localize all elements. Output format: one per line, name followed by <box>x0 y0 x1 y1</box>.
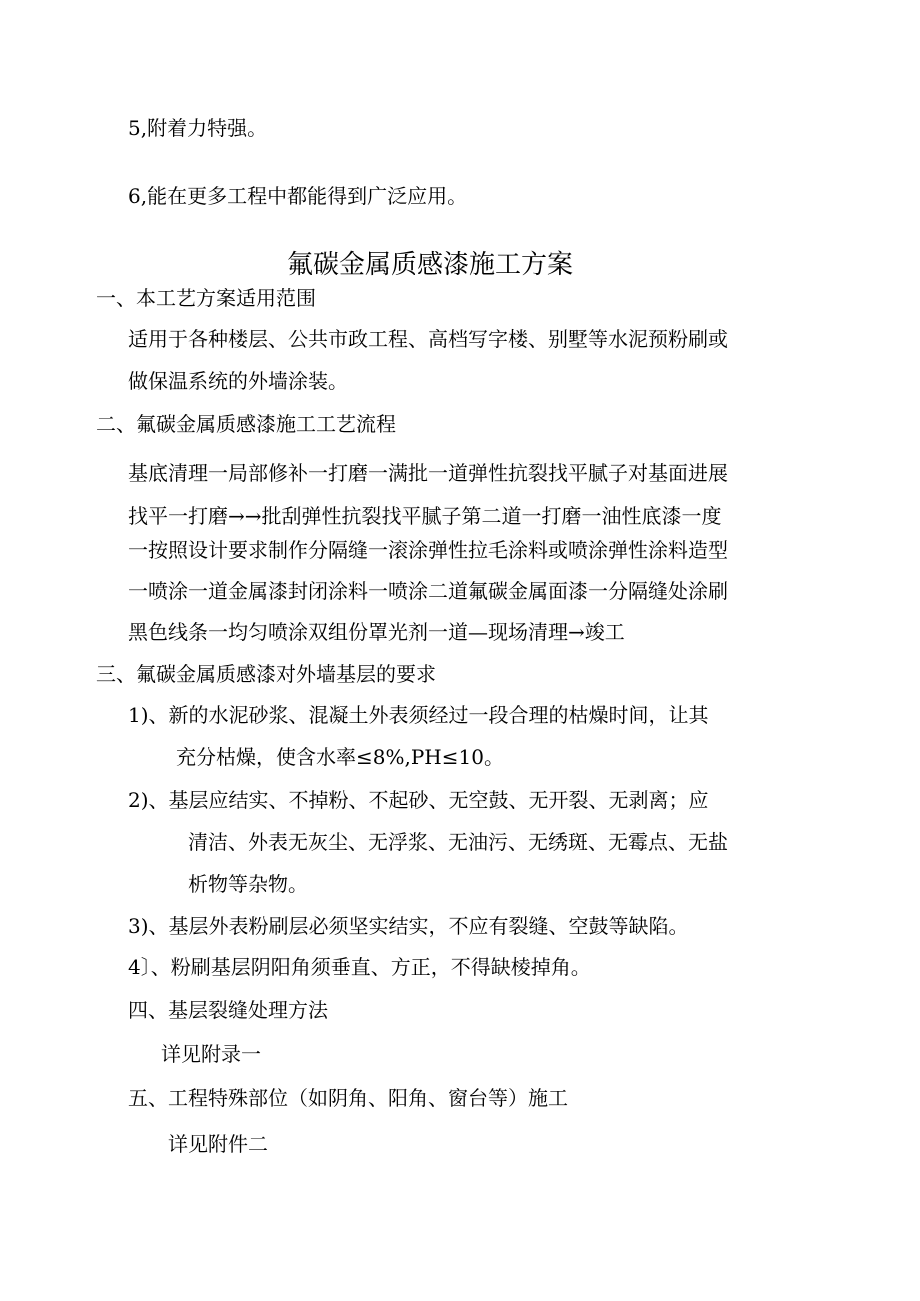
section2-line: 一按照设计要求制作分隔缝一滚涂弹性拉毛涂料或喷涂弹性涂料造型 <box>128 538 728 562</box>
intro-item-5: 5,附着力特强。 <box>128 116 268 140</box>
section3-item-2: 2)、基层应结实、不掉粉、不起砂、无空鼓、无开裂、无剥离；应 <box>128 788 709 812</box>
section2-line: 黑色线条一均匀喷涂双组份罩光剂一道—现场清理→竣工 <box>128 620 625 644</box>
section3-item-4: 4〕、粉刷基层阴阳角须垂直、方正，不得缺棱掉角。 <box>128 955 591 979</box>
section3-item-3: 3)、基层外表粉刷层必须坚实结实，不应有裂缝、空鼓等缺陷。 <box>128 914 689 938</box>
section2-line: 一喷涂一道金属漆封闭涂料一喷涂二道氟碳金属面漆一分隔缝处涂刷 <box>128 579 728 603</box>
section3-item-1: 1)、新的水泥砂浆、混凝土外表须经过一段合理的枯燥时间，让其 <box>128 703 709 727</box>
section2-line: 基底清理一局部修补一打磨一满批一道弹性抗裂找平腻子对基面进展 <box>128 461 728 485</box>
section2-line: 找平一打磨→→批刮弹性抗裂找平腻子第二道一打磨一油性底漆一度 <box>128 504 722 528</box>
section4-body: 详见附录一 <box>161 1042 261 1066</box>
section5-body: 详见附件二 <box>168 1132 268 1156</box>
section1-line: 做保温系统的外墙涂装。 <box>128 369 348 393</box>
document-title: 氟碳金属质感漆施工方案 <box>287 250 574 280</box>
section1-line: 适用于各种楼层、公共市政工程、高档写字楼、别墅等水泥预粉刷或 <box>128 327 728 351</box>
section3-item-2-cont: 清洁、外表无灰尘、无浮浆、无油污、无绣斑、无霉点、无盐 <box>188 830 728 854</box>
section1-heading: 一、本工艺方案适用范围 <box>96 286 316 310</box>
section2-heading: 二、氟碳金属质感漆施工工艺流程 <box>96 412 396 436</box>
section3-item-2-cont: 析物等杂物。 <box>188 872 308 896</box>
section3-heading: 三、氟碳金属质感漆对外墙基层的要求 <box>96 662 436 686</box>
section5-heading: 五、工程特殊部位（如阴角、阳角、窗台等）施工 <box>128 1086 568 1110</box>
section3-item-1-cont: 充分枯燥，使含水率≤8%,PH≤10。 <box>176 745 504 769</box>
section4-heading: 四、基层裂缝处理方法 <box>128 998 328 1022</box>
intro-item-6: 6,能在更多工程中都能得到广泛应用。 <box>128 184 468 208</box>
